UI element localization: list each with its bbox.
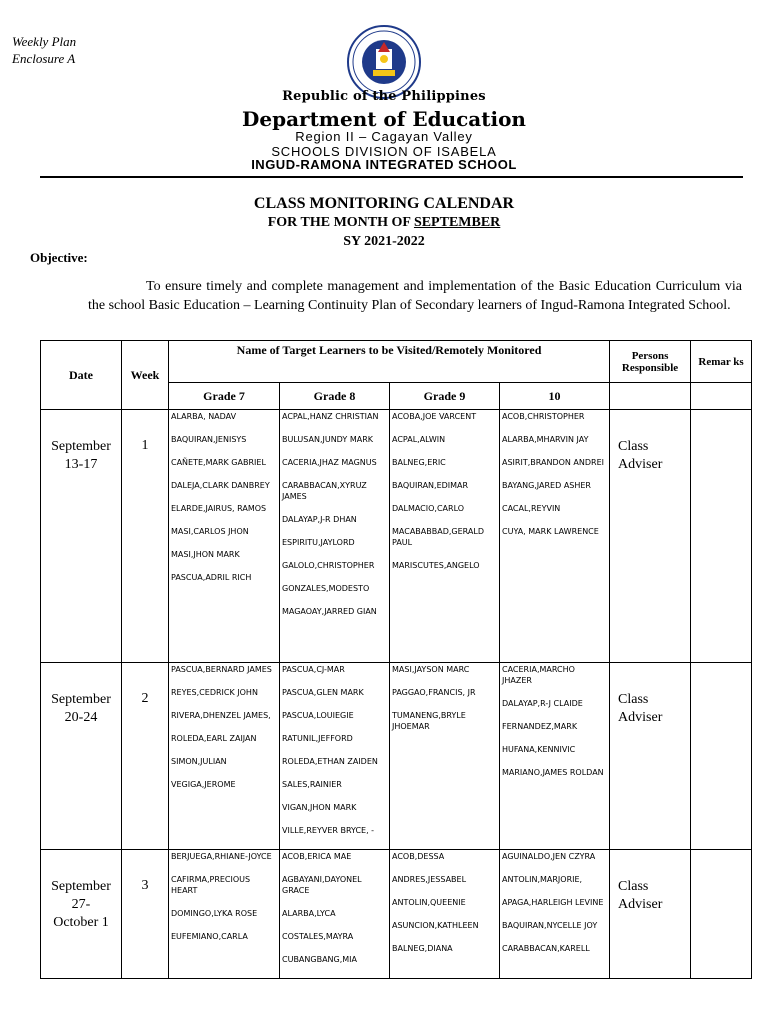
learner-name: CUYA, MARK LAWRENCE <box>502 527 599 536</box>
learner-name: DALMACIO,CARLO <box>392 504 465 513</box>
learner-list-g8 <box>280 410 390 663</box>
weekly-plan-label: Weekly Plan <box>12 34 77 49</box>
learner-name: BAYANG,JARED ASHER <box>502 481 591 490</box>
date-cell-line: September <box>51 439 111 454</box>
learner-name: PAGGAO,FRANCIS, JR <box>392 688 476 697</box>
persons-cell-line: Adviser <box>618 457 663 472</box>
department-heading: Department of Education <box>242 107 526 131</box>
learner-name: ROLEDA,EARL ZAIJAN <box>171 734 257 743</box>
learner-name: TUMANENG,BRYLE JHOEMAR <box>392 711 466 731</box>
learner-list-g7 <box>169 410 280 663</box>
learner-name: PASCUA,CJ-MAR <box>282 665 345 674</box>
learner-name: PASCUA,BERNARD JAMES <box>171 665 272 674</box>
learner-name: VIGAN,JHON MARK <box>282 803 357 812</box>
learner-name: ALARBA,MHARVIN JAY <box>502 435 589 444</box>
date-header: Date <box>41 341 122 410</box>
learner-name: RATUNIL,JEFFORD <box>282 734 353 743</box>
learner-name: CARABBACAN,KARELL <box>502 944 590 953</box>
learner-name: ASIRIT,BRANDON ANDREI <box>502 458 605 467</box>
learner-name: BALNEG,ERIC <box>392 458 446 467</box>
learner-name: SIMON,JULIAN <box>171 757 227 766</box>
learner-name: ALARBA,LYCA <box>282 909 336 918</box>
learner-name: CUBANGBANG,MIA <box>282 955 358 964</box>
remarks-header: Remar ks <box>691 341 752 383</box>
learner-name: MARIANO,JAMES ROLDAN <box>502 768 604 777</box>
date-cell-line: September <box>51 879 111 894</box>
learner-name: CARABBACAN,XYRUZ JAMES <box>282 481 367 501</box>
learner-name: VILLE,REYVER BRYCE, - <box>282 826 375 835</box>
learner-list-g10 <box>500 410 610 663</box>
persons-cell-line: Class <box>618 439 649 454</box>
learner-name: MARISCUTES,ANGELO <box>392 561 480 570</box>
learner-name: ALARBA, NADAV <box>171 412 237 421</box>
month-prefix: FOR THE MONTH OF <box>267 215 414 230</box>
learner-name: ACPAL,HANZ CHRISTIAN <box>282 412 379 421</box>
region-heading: Region II – Cagayan Valley <box>295 129 473 144</box>
learner-name: CACERIA,JHAZ MAGNUS <box>282 458 377 467</box>
learner-name: DALAYAP,R-J CLAIDE <box>502 699 583 708</box>
date-cell <box>41 410 122 663</box>
learner-name: ANDRES,JESSABEL <box>392 875 467 884</box>
date-cell <box>41 663 122 850</box>
table-row <box>41 850 752 979</box>
learner-list-g9 <box>390 850 500 979</box>
persons-cell <box>610 663 691 850</box>
page-title: CLASS MONITORING CALENDAR <box>253 195 515 212</box>
learner-name: MASI,CARLOS JHON <box>171 527 249 536</box>
date-cell <box>41 850 122 979</box>
learner-name: ACOB,CHRISTOPHER <box>502 412 585 421</box>
remarks-subheader <box>691 383 752 410</box>
table-row <box>41 410 752 663</box>
remarks-cell <box>691 663 752 850</box>
month-value: SEPTEMBER <box>413 215 501 230</box>
learner-list-g9 <box>390 663 500 850</box>
learner-name: DOMINGO,LYKA ROSE <box>171 909 258 918</box>
learner-name: BAQUIRAN,EDIMAR <box>392 481 469 490</box>
persons-cell-line: Class <box>618 879 649 894</box>
month-line <box>0 215 768 231</box>
learner-name: BERJUEGA,RHIANE-JOYCE <box>171 852 272 861</box>
school-heading: INGUD-RAMONA INTEGRATED SCHOOL <box>251 157 517 172</box>
remarks-cell <box>691 410 752 663</box>
learners-header: Name of Target Learners to be Visited/Remotely Monitored <box>169 341 610 383</box>
objective-label: Objective: <box>30 250 88 265</box>
enclosure-label: Enclosure A <box>12 51 76 66</box>
learner-name: MAGAOAY,JARRED GIAN <box>282 607 377 616</box>
learner-name: GONZALES,MODESTO <box>282 584 370 593</box>
learner-name: ACOBA,JOE VARCENT <box>392 412 477 421</box>
grade-8-header: Grade 8 <box>280 383 390 410</box>
week-cell: 1 <box>122 410 169 663</box>
learner-name: PASCUA,GLEN MARK <box>282 688 364 697</box>
republic-heading: Republic of the Philippines <box>282 89 486 104</box>
learner-list-g9 <box>390 410 500 663</box>
learner-list-g10 <box>500 663 610 850</box>
learner-name: GALOLO,CHRISTOPHER <box>282 561 375 570</box>
learner-name: ACPAL,ALWIN <box>392 435 446 444</box>
learner-name: ELARDE,JAIRUS, RAMOS <box>171 504 267 513</box>
learner-name: REYES,CEDRICK JOHN <box>171 688 258 697</box>
week-cell: 2 <box>122 663 169 850</box>
objective-paragraph <box>88 277 742 315</box>
learner-name: RIVERA,DHENZEL JAMES, <box>171 711 271 720</box>
remarks-cell <box>691 850 752 979</box>
objective-text: To ensure timely and complete management and implementation of the Basic Education Curriculum via the school Basic Education – Learning Continuity Plan of Secondary learners of Ingud-Ramona Integrated School. <box>88 279 742 313</box>
learner-name: AGBAYANI,DAYONEL GRACE <box>282 875 362 895</box>
enclosure-note <box>12 33 76 67</box>
learner-name: EUFEMIANO,CARLA <box>171 932 248 941</box>
learner-list-g7 <box>169 663 280 850</box>
persons-subheader <box>610 383 691 410</box>
learner-name: SALES,RAINIER <box>282 780 342 789</box>
grade-10-header: 10 <box>500 383 610 410</box>
persons-cell <box>610 410 691 663</box>
learner-name: HUFANA,KENNIVIC <box>502 745 576 754</box>
date-cell-line: 20-24 <box>64 710 98 725</box>
learner-name: BAQUIRAN,JENISYS <box>171 435 247 444</box>
learner-name: COSTALES,MAYRA <box>282 932 354 941</box>
learner-name: BULUSAN,JUNDY MARK <box>282 435 374 444</box>
grade-9-header: Grade 9 <box>390 383 500 410</box>
learner-name: CACERIA,MARCHO JHAZER <box>502 665 575 685</box>
persons-cell-line: Class <box>618 692 649 707</box>
persons-cell-line: Adviser <box>618 710 663 725</box>
learner-list-g10 <box>500 850 610 979</box>
date-cell-line: September <box>51 692 111 707</box>
learner-name: PASCUA,LOUIEGIE <box>282 711 354 720</box>
week-header: Week <box>122 341 169 410</box>
learner-name: ANTOLIN,MARJORIE, <box>502 875 583 884</box>
learner-list-g8 <box>280 663 390 850</box>
learner-name: ROLEDA,ETHAN ZAIDEN <box>282 757 378 766</box>
learner-name: CAÑETE,MARK GABRIEL <box>171 458 266 467</box>
learner-name: APAGA,HARLEIGH LEVINE <box>502 898 604 907</box>
learner-name: ACOB,DESSA <box>392 852 445 861</box>
learner-name: VEGIGA,JEROME <box>171 780 236 789</box>
grade-7-header: Grade 7 <box>169 383 280 410</box>
learner-name: PASCUA,ADRIL RICH <box>171 573 252 582</box>
persons-header: Persons Responsible <box>610 341 691 383</box>
date-cell-line: 13-17 <box>64 457 98 472</box>
learner-name: AGUINALDO,JEN CZYRA <box>502 852 596 861</box>
learner-name: BAQUIRAN,NYCELLE JOY <box>502 921 598 930</box>
learner-name: FERNANDEZ,MARK <box>502 722 578 731</box>
learner-name: ANTOLIN,QUEENIE <box>392 898 466 907</box>
learner-name: CAFIRMA,PRECIOUS HEART <box>171 875 251 895</box>
table-row <box>41 663 752 850</box>
learner-name: MACABABBAD,GERALD PAUL <box>392 527 484 547</box>
learner-name: MASI,JHON MARK <box>171 550 240 559</box>
monitoring-table <box>40 340 752 979</box>
learner-name: CACAL,REYVIN <box>502 504 561 513</box>
learner-name: MASI,JAYSON MARC <box>392 665 470 674</box>
learner-name: ESPIRITU,JAYLORD <box>282 538 355 547</box>
learner-list-g8 <box>280 850 390 979</box>
persons-cell-line: Adviser <box>618 897 663 912</box>
learner-name: DALAYAP,J-R DHAN <box>282 515 357 524</box>
date-cell-line: October 1 <box>53 915 109 930</box>
school-year: SY 2021-2022 <box>343 234 425 249</box>
learner-name: ACOB,ERICA MAE <box>282 852 352 861</box>
division-heading: SCHOOLS DIVISION OF ISABELA <box>271 144 497 159</box>
learner-name: ASUNCION,KATHLEEN <box>392 921 479 930</box>
week-cell: 3 <box>122 850 169 979</box>
header-divider <box>40 176 743 178</box>
date-cell-line: 27- <box>71 897 91 912</box>
learner-list-g7 <box>169 850 280 979</box>
learner-name: BALNEG,DIANA <box>392 944 453 953</box>
persons-cell <box>610 850 691 979</box>
learner-name: DALEJA,CLARK DANBREY <box>171 481 270 490</box>
